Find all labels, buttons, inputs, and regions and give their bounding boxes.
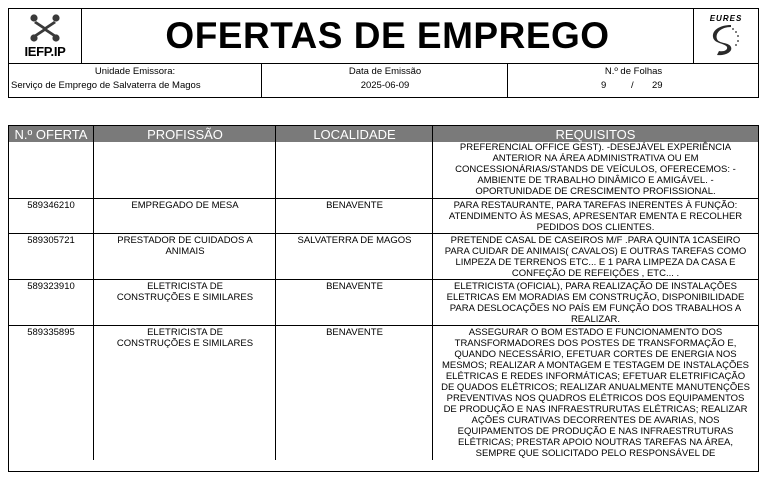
cell-localidade-line: SALVATERRA DE MAGOS — [297, 235, 412, 246]
cell-profissao-line: ANIMAIS — [165, 246, 205, 257]
cell-requisitos-line: DE QUADOS ELÉTRICOS; REALIZAR ANUALMENTE MANUTENÇÕES — [441, 382, 750, 393]
cell-localidade — [275, 326, 433, 460]
cell-requisitos-line: REALIZAR. — [570, 314, 621, 325]
iefp-logo — [9, 9, 82, 63]
table-row — [9, 279, 758, 326]
offers-table — [8, 125, 759, 472]
cell-requisitos-line: MESMOS; REALIZAR A MONTAGEM E TESTAGEM DE INSTALAÇÕES — [441, 360, 750, 371]
cell-profissao — [93, 141, 276, 198]
cell-localidade-line: BENAVENTE — [326, 281, 383, 292]
table-row — [9, 198, 758, 234]
cell-localidade — [275, 234, 433, 280]
col-profissao: PROFISSÃO — [93, 126, 276, 142]
folhas-total: 29 — [652, 80, 663, 91]
cell-requisitos-line: PEDIDOS DOS CLIENTES. — [536, 222, 655, 233]
cell-requisitos-line: PARA CUIDAR DE ANIMAIS( CAVALOS) E OUTRAS TAREFAS COMO — [444, 246, 747, 257]
table-row — [9, 141, 758, 198]
cell-requisitos — [432, 199, 758, 234]
cell-profissao-line: EMPREGADO DE MESA — [131, 200, 239, 211]
cell-profissao — [93, 280, 276, 326]
unidade-value: Serviço de Emprego de Salvaterra de Magos — [11, 80, 201, 91]
cell-profissao — [93, 234, 276, 280]
unidade-emissora — [9, 64, 261, 97]
cell-requisitos-line: PRETENDE CASAL DE CASEIROS M/F .PARA QUINTA 1CASEIRO — [450, 235, 741, 246]
cell-localidade — [275, 280, 433, 326]
cell-requisitos-line: PARA DESLOCAÇÕES NO PAÍS EM FUNÇÃO DOS TRABALHOS A — [449, 303, 742, 314]
document-header — [8, 8, 759, 64]
cell-numero: 589346210 — [27, 200, 75, 211]
cell-requisitos — [432, 234, 758, 280]
cell-numero: 589335895 — [27, 327, 75, 338]
cell-requisitos-line: CONFEÇÃO DE REFEIÇÕES , ETC... . — [511, 268, 680, 279]
eures-text: EURES — [709, 14, 743, 23]
data-emissao — [261, 64, 508, 97]
col-requisitos: REQUISITOS — [432, 126, 758, 142]
document-meta — [8, 64, 759, 98]
col-localidade: LOCALIDADE — [275, 126, 433, 142]
cell-numero — [9, 141, 93, 198]
cell-requisitos-line: AÇÕES CURATIVAS DECORRENTES DE AVARIAS, NOS — [471, 415, 720, 426]
cell-profissao — [93, 199, 276, 234]
table-body — [9, 142, 758, 471]
cell-requisitos-line: CONCESSIONÁRIAS/STANDS DE VEÍCULOS, OFERECEMOS: - — [455, 164, 736, 175]
cell-requisitos-line: OPORTUNIDADE DE CRESCIMENTO PROFISSIONAL. — [475, 186, 716, 197]
table-header — [9, 126, 758, 142]
cell-localidade-line: BENAVENTE — [326, 200, 383, 211]
table-row — [9, 233, 758, 280]
logo-text: IEFP.IP — [24, 44, 66, 59]
data-value: 2025-06-09 — [360, 80, 410, 91]
folhas-label: N.º de Folhas — [604, 66, 663, 77]
cell-requisitos-line: TRANSFORMADORES DOS POSTES DE TRANSFORMAÇÃO E, — [454, 338, 737, 349]
cell-profissao-line: ELETRICISTA DE — [147, 281, 223, 292]
cell-requisitos-line: ELÉTRICAS E REDES INFORMÁTICAS; EFETUAR ELETRIFICAÇÃO — [445, 371, 746, 382]
unidade-label: Unidade Emissora: — [94, 66, 176, 77]
cell-requisitos-line: LIMPEZA DE TERRENOS ETC... E 1 PARA LIMPEZA DA CASA E — [455, 257, 736, 268]
folhas-current: 9 — [601, 80, 607, 91]
iefp-logo-icon — [25, 13, 65, 43]
cell-requisitos — [432, 280, 758, 326]
cell-profissao — [93, 326, 276, 460]
cell-requisitos-line: DE PRODUÇÃO E NAS INFRAESTRURUTAS ELÉTRICAS; REALIZAR — [443, 404, 748, 415]
cell-requisitos-line: ELETRICISTA (OFICIAL), PARA REALIZAÇÃO DE INSTALAÇÕES — [454, 281, 737, 292]
cell-profissao-line: ELETRICISTA DE — [147, 327, 223, 338]
cell-profissao-line: PRESTADOR DE CUIDADOS A — [117, 235, 253, 246]
cell-profissao-line: CONSTRUÇÕES E SIMILARES — [116, 338, 254, 349]
cell-requisitos-line: ANTERIOR NA ÁREA ADMINISTRATIVA OU EM — [492, 153, 699, 164]
table-row — [9, 325, 758, 460]
eures-logo — [693, 9, 758, 63]
numero-folhas — [507, 64, 759, 97]
page-title: OFERTAS DE EMPREGO — [165, 15, 610, 56]
cell-requisitos-line: PREFERENCIAL OFFICE GEST). -DESEJÁVEL EXPERIÊNCIA — [459, 142, 732, 153]
data-label: Data de Emissão — [348, 66, 422, 77]
cell-requisitos-line: PREVENTIVAS NOS QUADROS ELÉTRICOS DOS EQUIPAMENTOS — [446, 393, 745, 404]
eures-logo-icon — [709, 24, 743, 58]
cell-requisitos-line: AMBIENTE DE TRABALHO DINÂMICO E AMIGÁVEL. - — [477, 175, 714, 186]
cell-requisitos-line: ELÉTRICAS; PRESTAR APOIO NOUTRAS TAREFAS NA ÁREA, — [457, 437, 734, 448]
col-numero: N.º OFERTA — [14, 126, 88, 142]
cell-requisitos-line: ELETRICAS EM MORADIAS EM CONSTRUÇÃO, DISPONIBILIDADE — [446, 292, 745, 303]
cell-requisitos-line: ASSEGURAR O BOM ESTADO E FUNCIONAMENTO DOS — [468, 327, 723, 338]
cell-requisitos-line: PARA RESTAURANTE, PARA TAREFAS INERENTES À FUNÇÃO: — [453, 200, 738, 211]
cell-requisitos — [432, 141, 758, 198]
cell-requisitos-line: EQUIPAMENTOS DE PRODUÇÃO E NAS INFRAESTRUTURAS — [457, 426, 734, 437]
cell-localidade-line: BENAVENTE — [326, 327, 383, 338]
cell-requisitos — [432, 326, 758, 460]
cell-numero: 589305721 — [27, 235, 75, 246]
cell-localidade — [275, 141, 433, 198]
cell-requisitos-line: ATENDIMENTO ÀS MESAS, APRESENTAR EMENTA E RECOLHER — [448, 211, 743, 222]
folhas-sep: / — [631, 80, 634, 91]
cell-requisitos-line: QUANDO NECESSÁRIO, EFETUAR CORTES DE ENERGIA NOS — [454, 349, 737, 360]
cell-localidade — [275, 199, 433, 234]
cell-requisitos-line: SEMPRE QUE SOLICITADO PELO RESPONSÁVEL DE — [475, 448, 716, 459]
cell-profissao-line: CONSTRUÇÕES E SIMILARES — [116, 292, 254, 303]
cell-numero: 589323910 — [27, 281, 75, 292]
